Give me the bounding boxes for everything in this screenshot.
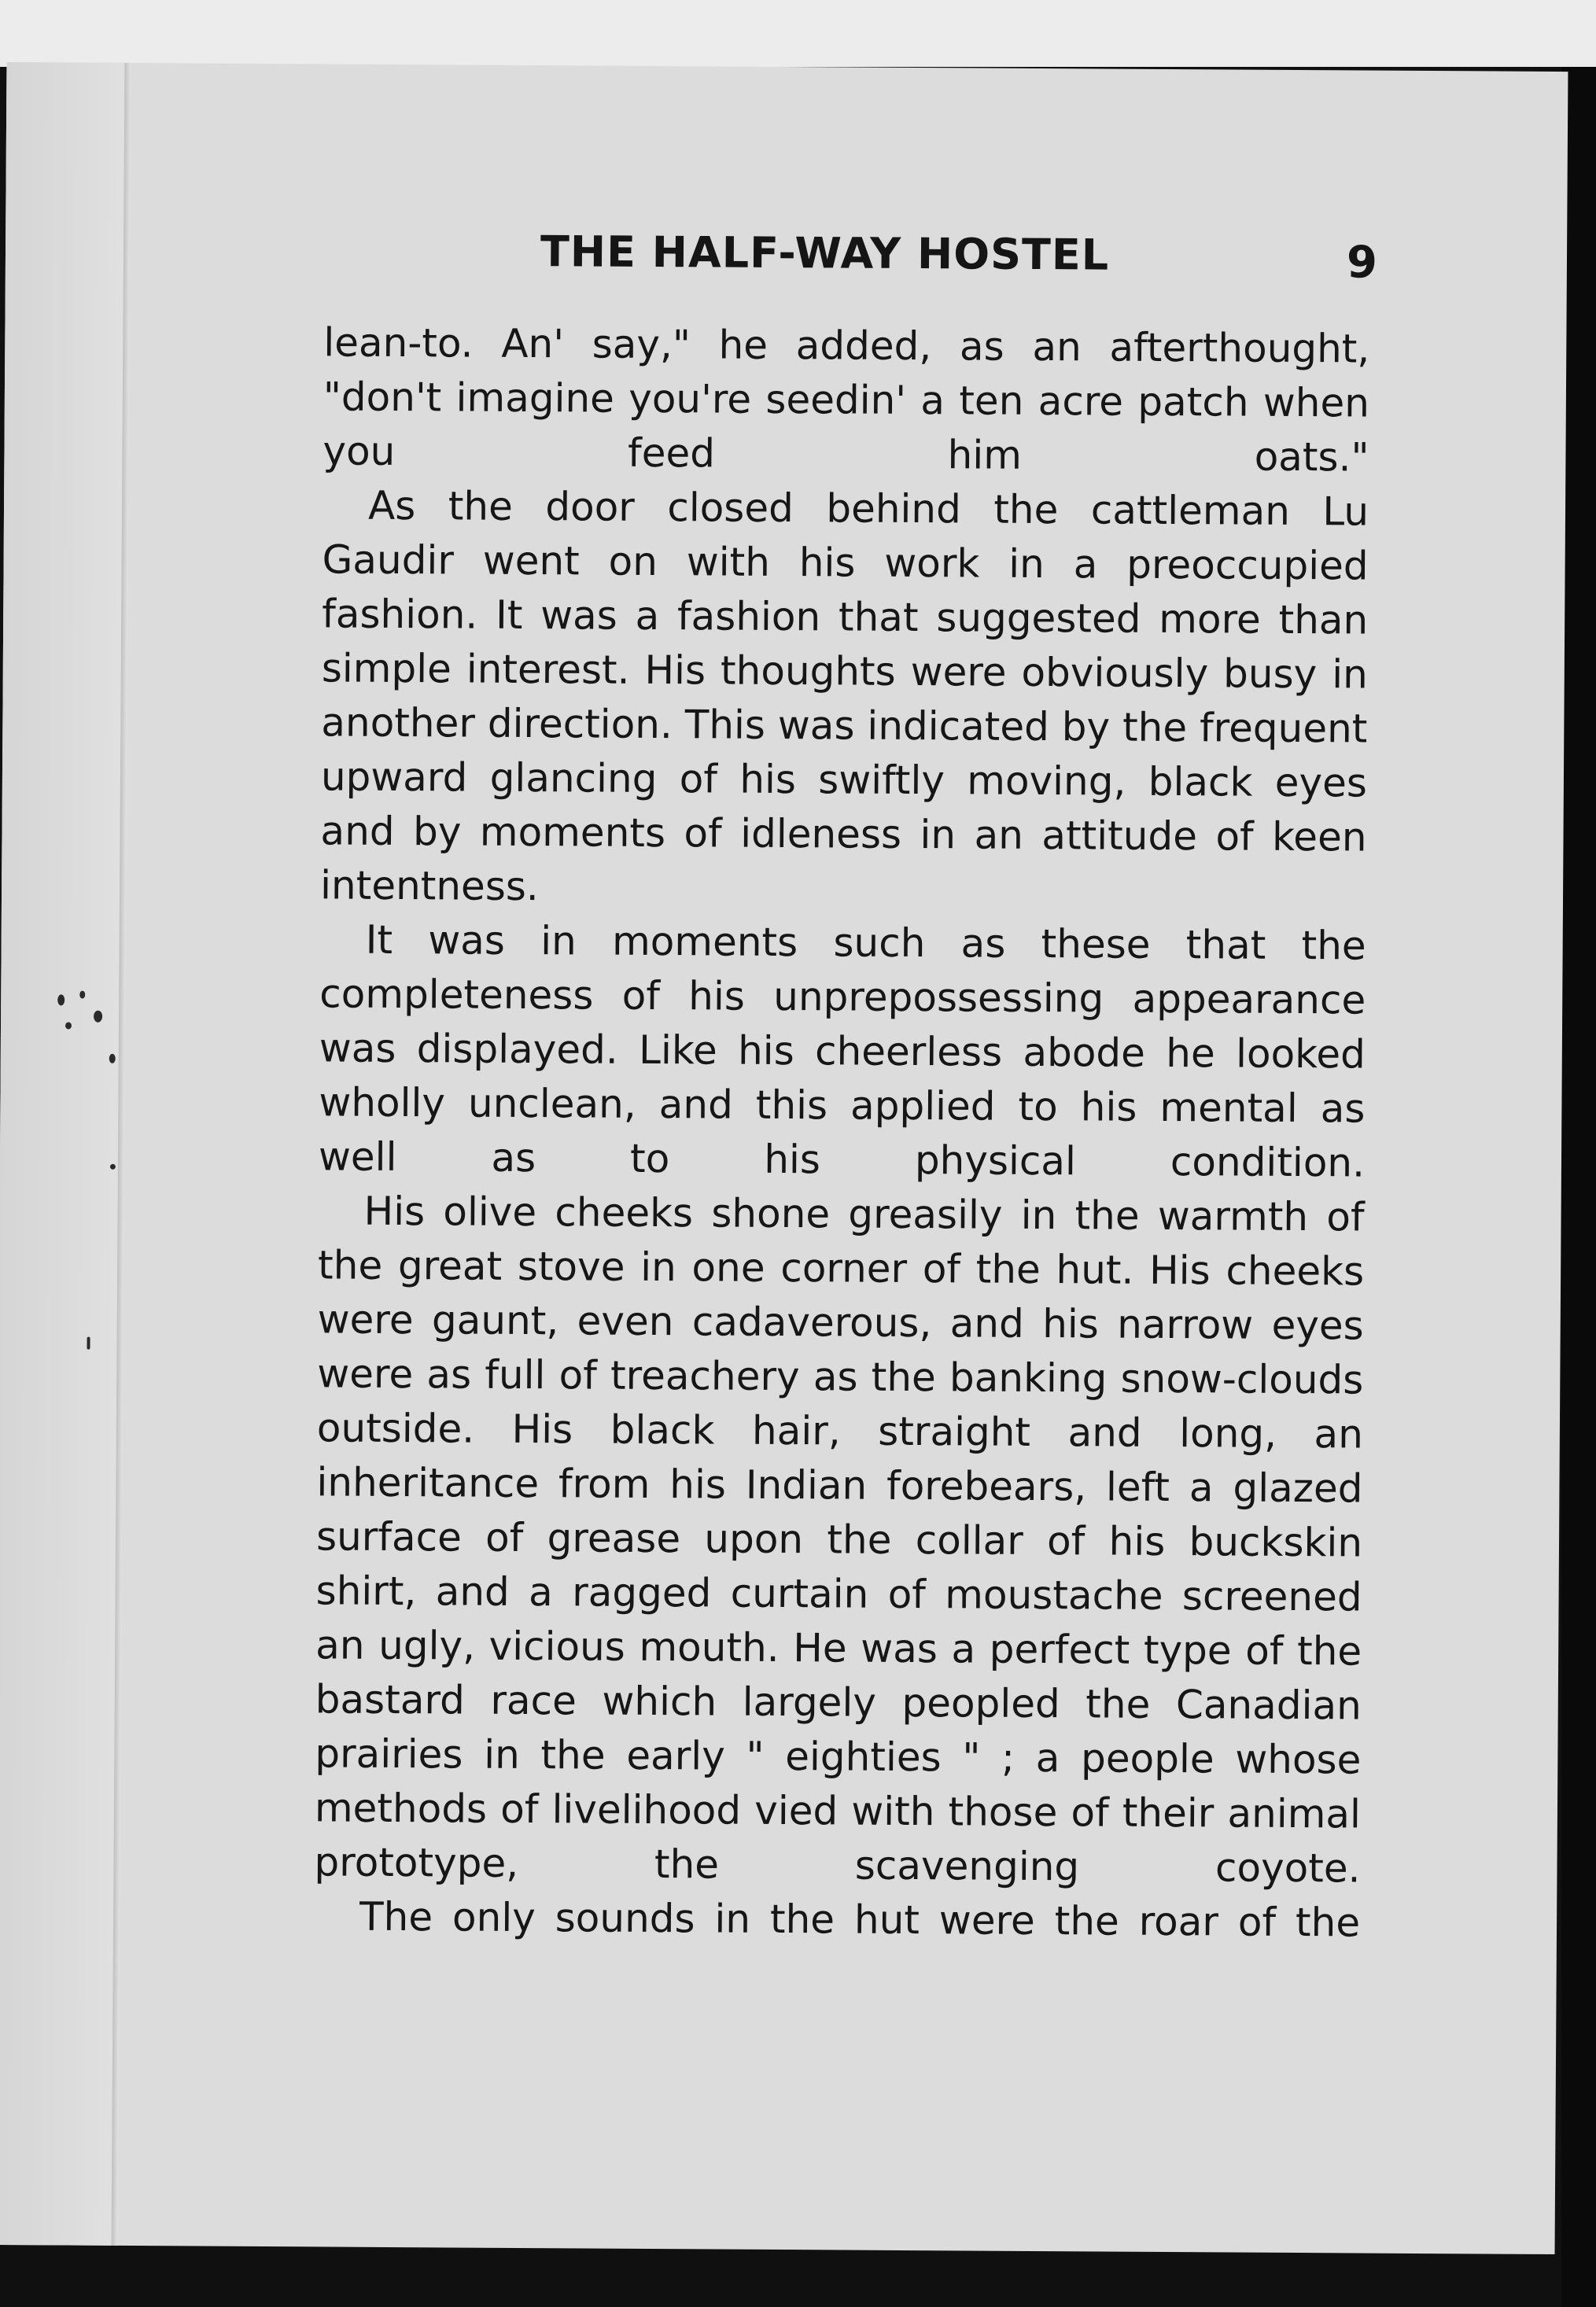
ink-speck — [94, 1011, 102, 1023]
paragraph: As the door closed behind the cattleman Lu Gaudir went on with his work in a preoccupied fashion. It was a fashion that suggested more than simple interest. His thoughts were obviously busy in another direction. This was indicated by the frequent upward glancing of his swiftly moving, black eyes and by moments of idleness in an attitude of keen intentness. — [319, 482, 1369, 910]
ink-speck — [79, 991, 85, 999]
body-text — [314, 315, 1370, 1950]
paragraph: lean-to. An' say," he added, as an afterthought, "don't imagine you're seedin' a ten acre patch when you feed him oats." — [323, 319, 1370, 481]
ink-speck — [57, 994, 65, 1005]
paragraph: His olive cheeks shone greasily in the warmth of the great stove in one corner of the hut. His cheeks were gaunt, even cadaverous, and his narrow eyes were as full of treachery as the banking snow-clouds outside. His black hair, straight and long, an inheritance from his Indian forebears, left a glazed surface of grease upon the collar of his buckskin shirt, and a ragged curtain of moustache screened an ugly, vicious mouth. He was a perfect type of the bastard race which largely peopled the Canadian prairies in the early " eighties " ; a people whose methods of livelihood vied with those of their animal prototype, the scavenging coyote. — [314, 1188, 1365, 1892]
page-number: 9 — [1346, 237, 1378, 289]
paragraph: The only sounds in the hut were the roar of the — [359, 1893, 1361, 1946]
scan-top-margin — [0, 0, 1596, 67]
scan-right-edge — [1561, 67, 1596, 2307]
ink-speck — [65, 1022, 72, 1029]
running-head: THE HALF-WAY HOSTEL — [540, 227, 1110, 280]
page-gutter-shade — [0, 62, 124, 2246]
ink-speck — [110, 1164, 116, 1170]
ink-speck — [109, 1054, 116, 1063]
ink-speck — [87, 1337, 90, 1350]
book-page — [0, 62, 1568, 2254]
paragraph: It was in moments such as these that the completeness of his unprepossessing appearance was displayed. Like his cheerless abode he looked wholly unclean, and this applied to his mental as well as to his physical condition. — [318, 916, 1366, 1186]
